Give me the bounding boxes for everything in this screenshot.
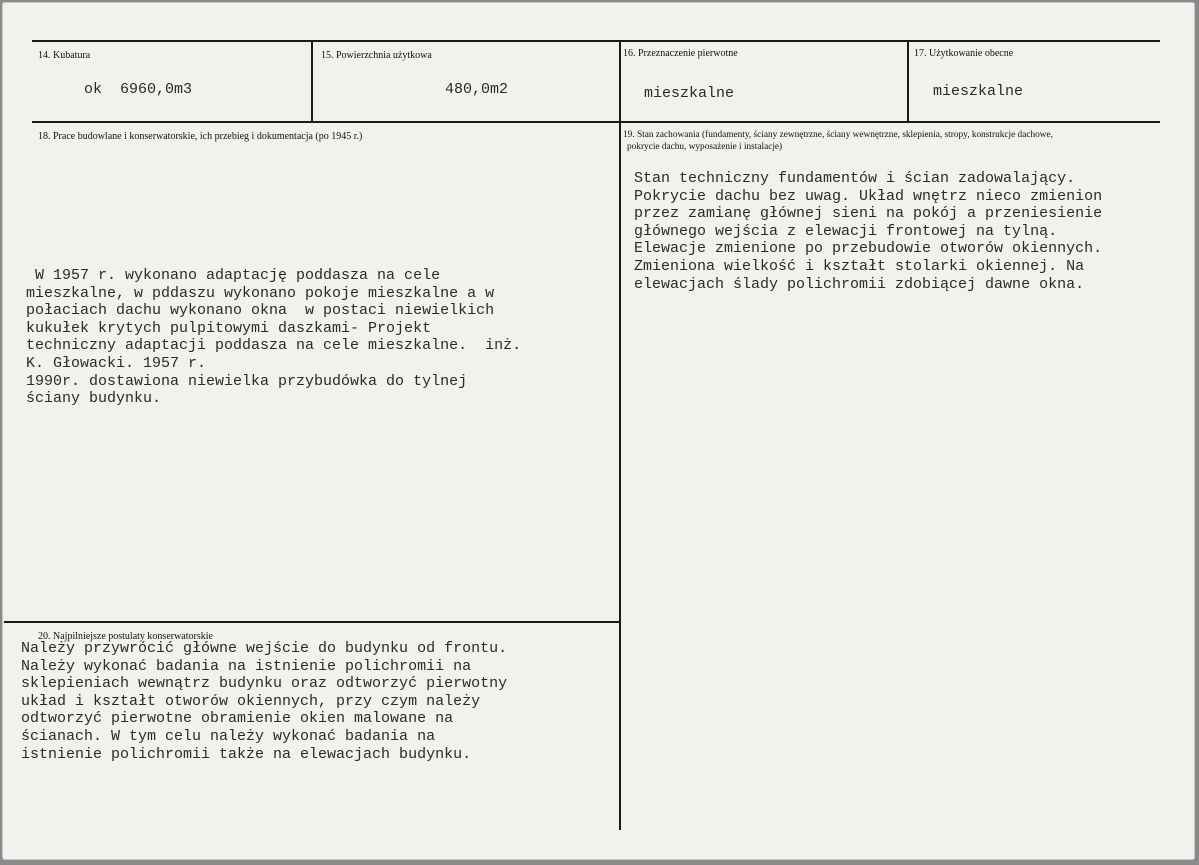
prace-text [26, 267, 521, 408]
postulaty-label: 20. Najpilniejsze postulaty konserwatorskie [38, 631, 213, 642]
prace-line: mieszkalne, w pddaszu wykonano pokoje mieszkalne a w [26, 284, 495, 302]
stan-line: głównego wejścia z elewacji frontowej na tylną. [634, 222, 1058, 240]
uzytkowanie-value: mieszkalne [933, 83, 1024, 100]
prace-line: K. Głowacki. 1957 r. [26, 354, 207, 372]
stan-line: Elewacje zmienione po przebudowie otworów okiennych. [634, 240, 1103, 258]
prace-line: połaciach dachu wykonano okna w postaci niewielkich [26, 302, 495, 320]
prace-line: techniczny adaptacji poddasza na cele mieszkalne. inż. [26, 337, 522, 355]
postulaty-line: ścianach. W tym celu należy wykonać badania na [21, 727, 436, 745]
divider-14-15 [311, 40, 313, 123]
row-rule-1 [32, 121, 1160, 123]
przeznaczenie-label: 16. Przeznaczenie pierwotne [623, 48, 738, 59]
stan-line: Zmieniona wielkość i kształt stolarki okiennej. Na [634, 257, 1085, 275]
stan-line: elewacjach ślady polichromii zdobiącej dawne okna. [634, 275, 1085, 293]
prace-line: W 1957 r. wykonano adaptację poddasza na cele [26, 267, 441, 284]
main-vertical-divider [619, 123, 621, 830]
prace-label: 18. Prace budowlane i konserwatorskie, ich przebieg i dokumentacja (po 1945 r.) [38, 131, 363, 142]
divider-16-17 [907, 40, 909, 123]
prace-line: kukułek krytych pulpitowymi daszkami- Projekt [26, 319, 432, 337]
stan-label-cont: pokrycie dachu, wyposażenie i instalacje) [627, 142, 783, 152]
stan-text [634, 170, 1102, 293]
stan-line: przez zamianę głównej sieni na pokój a przeniesienie [634, 205, 1103, 223]
powierzchnia-value: 480,0m2 [445, 81, 509, 98]
top-rule [32, 40, 1160, 42]
postulaty-text [21, 640, 507, 763]
record-card [2, 2, 1195, 860]
postulaty-line: sklepieniach wewnątrz budynku oraz odtworzyć pierwotny [21, 675, 508, 693]
divider-15-16 [619, 40, 621, 123]
stan-line: Pokrycie dachu bez uwag. Układ wnętrz nieco zmienion [634, 187, 1103, 205]
section-20-rule [4, 621, 619, 623]
powierzchnia-label: 15. Powierzchnia użytkowa [321, 50, 432, 61]
stan-label: 19. Stan zachowania (fundamenty, ściany zewnętrzne, ściany wewnętrzne, sklepienia, stropy, konstrukcje dachowe, [623, 130, 1053, 140]
postulaty-line: istnienie polichromii także na elewacjach budynku. [21, 745, 472, 763]
postulaty-line: układ i kształt otworów okiennych, przy czym należy [21, 692, 481, 710]
przeznaczenie-value: mieszkalne [644, 85, 735, 102]
kubatura-label: 14. Kubatura [38, 50, 91, 61]
uzytkowanie-label: 17. Użytkowanie obecne [914, 48, 1014, 59]
prace-line: ściany budynku. [26, 390, 162, 408]
postulaty-line: odtworzyć pierwotne obramienie okien malowane na [21, 710, 454, 728]
postulaty-line: Należy wykonać badania na istnienie polichromii na [21, 657, 472, 675]
prace-line: 1990r. dostawiona niewielka przybudówka do tylnej [26, 372, 468, 390]
postulaty-line: Należy przywrócić główne wejście do budynku od frontu. [21, 640, 508, 657]
kubatura-value: ok 6960,0m3 [84, 81, 193, 98]
stan-line: Stan techniczny fundamentów i ścian zadowalający. [634, 170, 1076, 187]
